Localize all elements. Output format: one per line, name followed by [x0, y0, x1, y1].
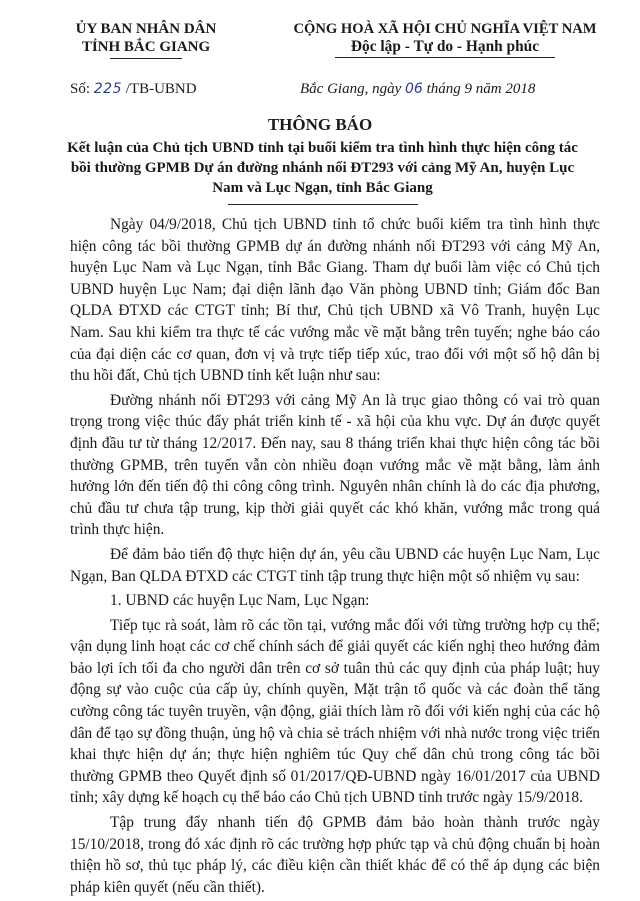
handwritten-document-number: 225 [93, 81, 122, 97]
document-subject [60, 138, 585, 205]
subject-underline [228, 204, 418, 205]
handwritten-day: 06 [404, 81, 423, 97]
authority-underline [110, 58, 182, 59]
document-number [70, 81, 197, 98]
dateline-rest: tháng 9 năm 2018 [422, 81, 536, 97]
motto-underline [335, 57, 555, 58]
dateline-place: Bắc Giang, ngày [300, 81, 405, 97]
national-header [268, 20, 622, 58]
nation-name: CỘNG HOÀ XÃ HỘI CHỦ NGHĨA VIỆT NAM [293, 21, 597, 37]
document-title: THÔNG BÁO [267, 115, 373, 134]
national-motto: Độc lập - Tự do - Hạnh phúc [350, 38, 540, 55]
issuing-authority-line1: ỦY BAN NHÂN DÂN [75, 21, 217, 37]
issuing-authority-line2: TỈNH BẮC GIANG [81, 39, 211, 55]
dateline [300, 81, 535, 98]
body-section-heading: 1. UBND các huyện Lục Nam, Lục Ngạn: [110, 592, 370, 610]
document-number-suffix: /TB-UBND [122, 81, 197, 97]
issuing-authority [56, 20, 236, 59]
body-paragraph: Tập trung đẩy nhanh tiến độ GPMB đảm bảo hoàn thành trước ngày 15/10/2018, trong đó xác định rõ các trường hợp phức tạp và chủ động chuẩn bị hoàn thiện hồ sơ, thủ tục pháp lý, các điều kiện cần thiết khác để có thể áp dụng các biện pháp kiên quyết (nếu cần thiết). [70, 814, 600, 896]
document-body [70, 214, 600, 901]
body-paragraph: Để đảm bảo tiến độ thực hiện dự án, yêu cầu UBND các huyện Lục Nam, Lục Ngạn, Ban QLDA ĐTXD các CTGT tỉnh tập trung thực hiện một số nhiệm vụ sau: [70, 545, 600, 585]
body-paragraph: Tiếp tục rà soát, làm rõ các tồn tại, vướng mắc đối với từng trường hợp cụ thể; vận dụng linh hoạt các cơ chế chính sách để giải quyết các kiến nghị theo hướng đảm bảo lợi ích tối đa cho người dân trên cơ sở tuân thủ các quy định của pháp luật; huy động sự vào cuộc của cấp ủy, chính quyền, Mặt trận tổ quốc và các đoàn thể tăng cường công tác tuyên truyền, vận động, giải thích làm rõ đối với kiến nghị của các hộ dân để tạo sự đồng thuận, ủng hộ và chia sẻ trách nhiệm với nhà nước trong việc triển khai thực hiện dự án; thực hiện nghiêm túc Quy chế dân chủ trong công tác bồi thường GPMB theo Quyết định số 01/2017/QĐ-UBND ngày 16/01/2017 của UBND tỉnh; xây dựng kế hoạch cụ thể báo cáo Chủ tịch UBND tỉnh trước ngày 15/9/2018. [70, 616, 600, 807]
document-number-prefix: Số: [70, 81, 94, 97]
body-paragraph: Ngày 04/9/2018, Chủ tịch UBND tỉnh tổ chức buổi kiểm tra tình hình thực hiện công tác bồi thường GPMB dự án đường nhánh nối ĐT293 với cảng Mỹ An, huyện Lục Nam và Lục Ngạn, tỉnh Bắc Giang. Tham dự buổi làm việc có Chủ tịch UBND huyện Lục Nam; đại diện lãnh đạo Văn phòng UBND tỉnh; Giám đốc Ban QLDA ĐTXD các CTGT tỉnh; Bí thư, Chủ tịch UBND xã Vô Tranh, huyện Lục Nam. Sau khi kiểm tra thực tế các vướng mắc về mặt bằng trên tuyến; nghe báo cáo của đại diện các cơ quan, đơn vị và trực tiếp tiếp xúc, trao đổi với một số hộ dân bị thu hồi đất, Chủ tịch UBND tỉnh kết luận như sau: [70, 216, 600, 385]
body-paragraph: Đường nhánh nối ĐT293 với cảng Mỹ An là trục giao thông có vai trò quan trọng trong việc thúc đẩy phát triển kinh tế - xã hội của khu vực. Dự án được quyết định đầu tư từ tháng 12/2017. Đến nay, sau 8 tháng triển khai thực hiện công tác bồi thường GPMB, trên tuyến vẫn còn nhiều đoạn vướng mắc về mặt bằng, làm ảnh hưởng lớn đến tiến độ thi công công trình. Nguyên nhân chính là do các địa phương, chủ đầu tư chưa tập trung, kịp thời giải quyết các khó khăn, vướng mắc trong quá trình thực hiện. [70, 391, 600, 539]
document-subject-text: Kết luận của Chủ tịch UBND tỉnh tại buổi kiểm tra tình hình thực hiện công tác bồi thường GPMB Dự án đường nhánh nối ĐT293 với cảng Mỹ An, huyện Lục Nam và Lục Ngạn, tỉnh Bắc Giang [67, 140, 578, 196]
